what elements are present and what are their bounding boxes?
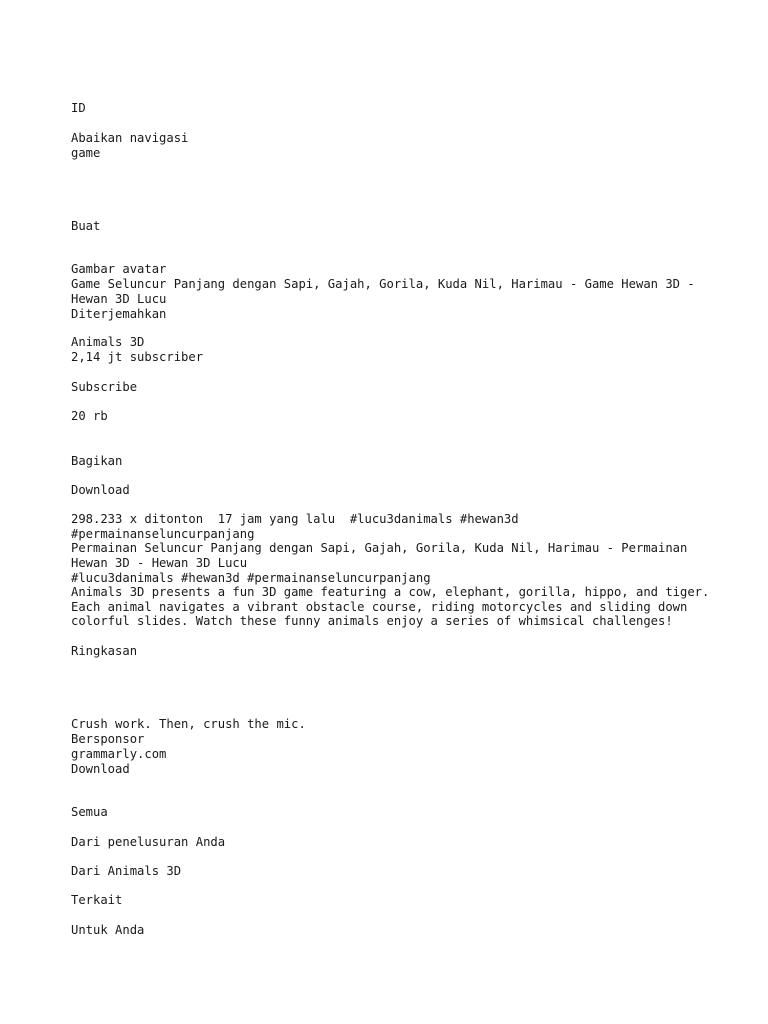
share-button[interactable]: Bagikan: [71, 454, 123, 468]
video-title: Game Seluncur Panjang dengan Sapi, Gajah, Gorila, Kuda Nil, Harimau - Game Hewan 3D - Hewan 3D Lucu: [71, 277, 703, 306]
view-meta-line: 298.233 x ditonton 17 jam yang lalu #lucu3danimals #hewan3d: [71, 512, 519, 526]
description-title: Permainan Seluncur Panjang dengan Sapi, Gajah, Gorila, Kuda Nil, Harimau - Permainan Hewan 3D - Hewan 3D Lucu: [71, 541, 695, 570]
language-code[interactable]: ID: [71, 101, 86, 115]
skip-navigation-link[interactable]: Abaikan navigasi: [71, 131, 189, 145]
hashtag-line[interactable]: #permainanseluncurpanjang: [71, 527, 255, 541]
channel-name[interactable]: Animals 3D: [71, 335, 145, 349]
ad-download-button[interactable]: Download: [71, 762, 130, 776]
avatar-image-alt[interactable]: Gambar avatar: [71, 262, 167, 276]
page-content: [71, 0, 717, 1024]
filter-chip-from-channel[interactable]: Dari Animals 3D: [71, 864, 182, 878]
create-button[interactable]: Buat: [71, 219, 101, 233]
filter-chip-all[interactable]: Semua: [71, 805, 108, 819]
filter-chip-from-search[interactable]: Dari penelusuran Anda: [71, 835, 226, 849]
subscribe-button[interactable]: Subscribe: [71, 380, 138, 394]
sponsored-label: Bersponsor: [71, 732, 145, 746]
section-label[interactable]: game: [71, 146, 101, 160]
filter-chip-for-you[interactable]: Untuk Anda: [71, 923, 145, 937]
download-button[interactable]: Download: [71, 483, 130, 497]
subscriber-count: 2,14 jt subscriber: [71, 350, 204, 364]
ad-headline[interactable]: Crush work. Then, crush the mic.: [71, 717, 306, 731]
ad-domain[interactable]: grammarly.com: [71, 747, 167, 761]
summary-button[interactable]: Ringkasan: [71, 644, 138, 658]
like-button[interactable]: 20 rb: [71, 409, 108, 423]
description-body: Animals 3D presents a fun 3D game featuring a cow, elephant, gorilla, hippo, and tiger. Each animal navigates a vibrant obstacle course, riding motorcycles and sliding down colorful slides. Watch these funny animals enjoy a series of whimsical challenges!: [71, 585, 717, 629]
filter-chip-related[interactable]: Terkait: [71, 893, 123, 907]
translated-label[interactable]: Diterjemahkan: [71, 307, 167, 321]
description-hashtags[interactable]: #lucu3danimals #hewan3d #permainanseluncurpanjang: [71, 571, 431, 585]
